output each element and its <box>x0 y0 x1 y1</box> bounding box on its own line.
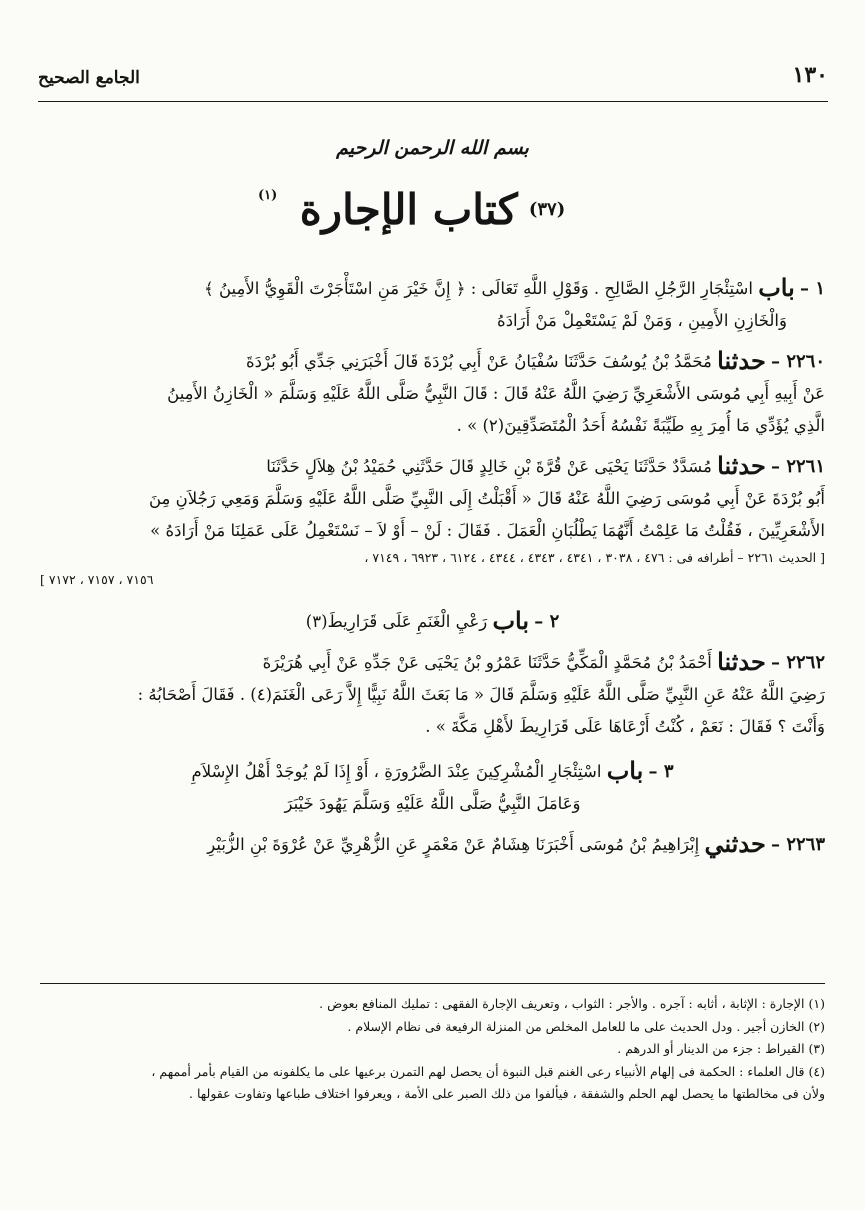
chapter-heading-line <box>40 272 825 305</box>
hadith-2261 <box>40 450 825 591</box>
hadith-text: مُسَدَّدٌ حَدَّثَنَا يَحْيَى عَنْ قُرَّةَ بْنِ خَالِدٍ قَالَ حَدَّثَنِي حُمَيْدُ بْنُ هِلاَلٍ حَدَّثَنَا <box>266 457 712 476</box>
hadith-text-line: عَنْ أَبِيهِ أَبِي مُوسَى الأَشْعَرِيِّ رَضِيَ اللَّهُ عَنْهُ قَالَ : قَالَ النَّبِيُّ صَلَّى اللَّهُ عَلَيْهِ وَسَلَّمَ « الْخَازِنُ الأَمِينُ <box>167 384 825 403</box>
page-number: ١٣٠ <box>792 62 828 88</box>
hadith-text-line: أَبُو بُرْدَةَ عَنْ أَبِي مُوسَى رَضِيَ اللَّهُ عَنْهُ قَالَ « أَقْبَلْتُ إِلَى النَّبِيِّ صَلَّى اللَّهُ عَلَيْهِ وَسَلَّمَ وَمَعِي رَجُلاَنِ مِنَ <box>148 489 825 508</box>
book-title: كتاب الإجارة <box>299 185 518 234</box>
chapter-keyword: باب <box>758 273 795 302</box>
hadith-line <box>40 828 825 861</box>
hadith-line <box>40 345 825 378</box>
footnote-divider <box>40 983 825 984</box>
hadith-2260 <box>40 345 825 442</box>
chapter-title-continuation: وَعَامَلَ النَّبِيُّ صَلَّى اللَّهُ عَلَيْهِ وَسَلَّمَ يَهُودَ خَيْبَرَ <box>284 794 581 813</box>
footnote-3: (٣) القيراط : جزء من الدينار أو الدرهم . <box>617 1041 825 1056</box>
hadith-text-line: الأَشْعَرِيِّينَ ، فَقُلْتُ مَا عَلِمْتُ أَنَّهُمَا يَطْلُبَانِ الْعَمَلَ . فَقَالَ : لَنْ – أَوْ لاَ – نَسْتَعْمِلُ عَلَى عَمَلِنَا مَنْ أَرَادَهُ » <box>150 521 825 540</box>
hadith-text-line: الَّذِي يُؤَدِّي مَا أُمِرَ بِهِ طَيِّبَةً نَفْسُهُ أَحَدُ الْمُتَصَدِّقِينَ(٢) » . <box>456 416 825 435</box>
book-number: (٣٧) <box>528 199 566 220</box>
hadith-2262 <box>40 646 825 743</box>
book-heading <box>0 185 865 261</box>
basmala: بسم الله الرحمن الرحيم <box>336 137 529 159</box>
chapter-title: اسْتِئْجَارِ الْمُشْرِكِينَ عِنْدَ الضَّرُورَةِ ، أَوْ إِذَا لَمْ يُوجَدْ أَهْلُ الإِسْلاَمِ <box>191 762 602 781</box>
chapter-title: اسْتِئْجَارِ الرَّجُلِ الصَّالِحِ . وَقَوْلِ اللَّهِ تَعَالَى : ﴿ إِنَّ خَيْرَ مَنِ اسْتَأْجَرْتَ الْقَوِيُّ الأَمِينُ ﴾ <box>204 279 753 298</box>
footnote-4: (٤) قال العلماء : الحكمة فى إلهام الأنبياء رعى الغنم قبل النبوة أن يحصل لهم التمرن برعيها على ما يكلفونه من القيام بأمر أممهم ، <box>151 1063 825 1079</box>
chapter-keyword: باب <box>606 756 644 785</box>
chapter-title-continuation: وَالْخَازِنِ الأَمِينِ ، وَمَنْ لَمْ يَسْتَعْمِلْ مَنْ أَرَادَهُ <box>497 311 787 330</box>
hadith-text-line: وَأَنْتَ ؟ فَقَالَ : نَعَمْ ، كُنْتُ أَرْعَاهَا عَلَى قَرَارِيطَ لأَهْلِ مَكَّةَ » . <box>425 717 825 736</box>
cross-reference-continuation: ٧١٥٦ ، ٧١٥٧ ، ٧١٧٢ ] <box>40 572 154 587</box>
footnotes <box>40 993 825 1106</box>
hadith-keyword: حدثنا <box>717 647 766 676</box>
chapter-heading-line <box>40 755 825 788</box>
chapter-1 <box>40 272 825 337</box>
hadith-number: ٢٢٦٣ – <box>771 834 825 855</box>
hadith-number: ٢٢٦١ – <box>771 456 825 477</box>
chapter-2 <box>40 605 825 638</box>
hadith-text-line: رَضِيَ اللَّهُ عَنْهُ عَنِ النَّبِيِّ صَلَّى اللَّهُ عَلَيْهِ وَسَلَّمَ قَالَ « مَا بَعَثَ اللَّهُ نَبِيًّا إِلاَّ رَعَى الْغَنَمَ(٤) . فَقَالَ أَصْحَابُهُ : <box>137 685 825 704</box>
hadith-keyword: حدثنا <box>717 346 766 375</box>
chapter-heading-line <box>40 605 825 638</box>
cross-reference: [ الحديث ٢٢٦١ – أطرافه فى : ٤٧٦ ، ٣٠٣٨ ، ٤٣٤١ ، ٤٣٤٣ ، ٤٣٤٤ ، ٦١٢٤ ، ٦٩٢٣ ، ٧١٤٩ ، <box>364 550 825 565</box>
hadith-keyword: حدثنا <box>717 451 766 480</box>
hadith-text: مُحَمَّدُ بْنُ يُوسُفَ حَدَّثَنَا سُفْيَانُ عَنْ أَبِي بُرْدَةَ قَالَ أَخْبَرَنِي جَدِّي أَبُو بُرْدَةَ <box>246 352 712 371</box>
main-text <box>40 272 825 869</box>
chapter-keyword: باب <box>492 606 530 635</box>
chapter-number: ١ – <box>800 278 825 299</box>
chapter-title: رَعْيِ الْغَنَمِ عَلَى قَرَارِيطَ(٣) <box>305 612 488 631</box>
chapter-number: ٣ – <box>648 761 674 782</box>
chapter-3 <box>40 755 825 820</box>
footnote-4-continuation: ولأن فى مخالطتها ما يحصل لهم الحلم والشفقة ، فيألفوا من ذلك الصبر على الأمة ، ويعرفوا اختلاف طباعها وتفاوت عقولها . <box>189 1086 825 1101</box>
page-header <box>38 62 828 102</box>
hadith-keyword: حدثني <box>704 829 766 858</box>
footnote-1: (١) الإجارة : الإثابة ، أثابه : آجره . والأجر : الثواب ، وتعريف الإجارة الفقهى : تمليك المنافع بعوض . <box>319 996 825 1011</box>
hadith-line <box>40 646 825 679</box>
hadith-text: إِبْرَاهِيمُ بْنُ مُوسَى أَخْبَرَنَا هِشَامٌ عَنْ مَعْمَرٍ عَنِ الزُّهْرِيِّ عَنْ عُرْوَةَ بْنِ الزُّبَيْرِ <box>207 835 700 854</box>
hadith-line <box>40 450 825 483</box>
footnote-2: (٢) الخازن أجير . ودل الحديث على ما للعامل المخلص من المنزلة الرفيعة فى نظام الإسلام . <box>347 1018 825 1034</box>
hadith-number: ٢٢٦٢ – <box>771 652 825 673</box>
hadith-number: ٢٢٦٠ – <box>771 351 825 372</box>
chapter-number: ٢ – <box>534 611 560 632</box>
hadith-text: أَحْمَدُ بْنُ مُحَمَّدٍ الْمَكِّيُّ حَدَّثَنَا عَمْرُو بْنُ يَحْيَى عَنْ جَدِّهِ عَنْ أَبِي هُرَيْرَةَ <box>262 653 712 672</box>
book-title-footnote-ref: (١) <box>258 188 278 203</box>
hadith-2263 <box>40 828 825 861</box>
running-title: الجامع الصحيح <box>38 68 140 88</box>
header-divider <box>38 101 828 102</box>
